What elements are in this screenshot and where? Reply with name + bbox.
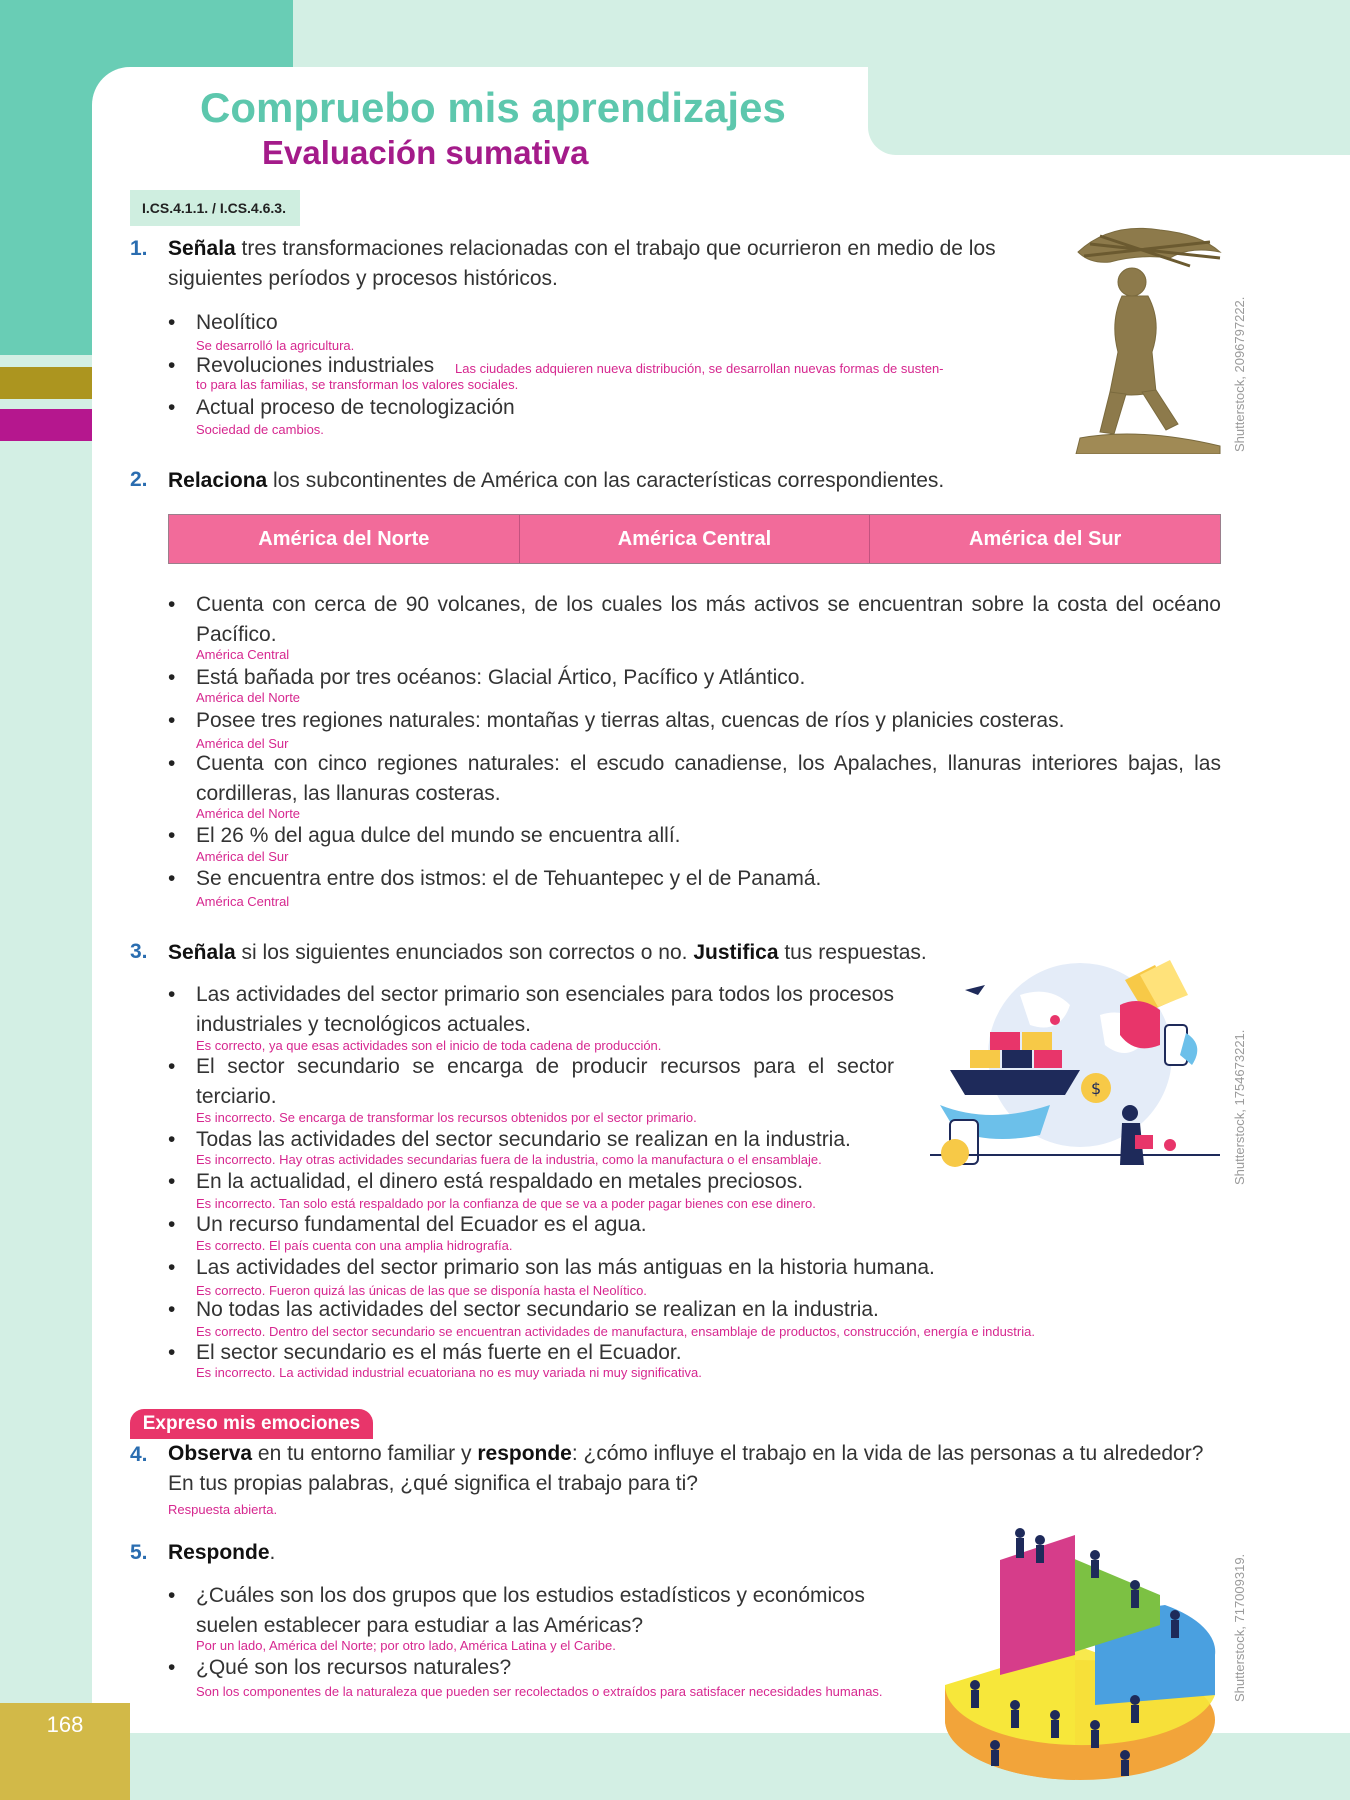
- q3-answer-6: Es correcto. Fueron quizá las únicas de las que se disponía hasta el Neolítico.: [196, 1283, 647, 1298]
- page-subtitle: Evaluación sumativa: [262, 134, 589, 171]
- q1-answer-revoluciones-line1: Las ciudades adquieren nueva distribución, se desarrollan nuevas formas de susten-: [455, 361, 944, 376]
- q3-answer-5: Es correcto. El país cuenta con una amplia hidrografía.: [196, 1238, 513, 1253]
- question-1-prompt: [168, 234, 1048, 294]
- question-4-verb: Observa: [168, 1442, 253, 1465]
- page-number: 168: [46, 1712, 84, 1737]
- q2-answer-2: América del Norte: [196, 690, 301, 705]
- q2-answer-6: América Central: [196, 894, 290, 909]
- question-4-text-a: en tu entorno familiar y: [252, 1442, 478, 1465]
- q5-item-1: • ¿Cuáles son los dos grupos que los estudios estadísticos y económicos suelen establecer para estudiar a las Américas?: [196, 1581, 896, 1641]
- q2-item-2: • Está bañada por tres océanos: Glacial Ártico, Pacífico y Atlántico.: [196, 663, 805, 693]
- question-3-verb: Señala: [168, 941, 236, 964]
- question-3-verb-2: Justifica: [693, 941, 779, 964]
- q2-item-1: • Cuenta con cerca de 90 volcanes, de los cuales los más activos se encuentran sobre la costa del océano Pacífico.: [196, 590, 1221, 650]
- svg-text:$: $: [1091, 1079, 1102, 1098]
- q2-answer-4: América del Norte: [196, 806, 301, 821]
- q3-answer-3: Es incorrecto. Hay otras actividades secundarias fuera de la industria, como la manufactura o el ensamblaje.: [196, 1152, 822, 1167]
- q4-answer: Respuesta abierta.: [168, 1502, 278, 1517]
- q1-answer-neolitico: Se desarrolló la agricultura.: [196, 338, 355, 353]
- question-5-verb: Responde: [168, 1541, 270, 1564]
- question-1-number: 1.: [130, 237, 148, 260]
- q3-answer-7: Es correcto. Dentro del sector secundario se encuentran actividades de manufactura, ensamblaje de productos, construcción, energía e industria.: [196, 1324, 1035, 1339]
- question-1-text: tres transformaciones relacionadas con el trabajo que ocurrieron en medio de los siguientes períodos y procesos históricos.: [168, 237, 996, 290]
- subcontinent-table: [168, 514, 1221, 564]
- image-credit-1: Shutterstock, 2096797222.: [1232, 296, 1247, 452]
- q3-item-1: • Las actividades del sector primario son esenciales para todos los procesos industriales y tecnológicos actuales.: [196, 980, 894, 1040]
- q2-item-4: • Cuenta con cinco regiones naturales: el escudo canadiense, los Apalaches, llanuras interiores bajas, las cordilleras, las llanuras costeras.: [196, 749, 1221, 809]
- question-3-prompt: [168, 938, 968, 968]
- q2-answer-5: América del Sur: [196, 849, 289, 864]
- question-2-verb: Relaciona: [168, 469, 268, 492]
- woman-carrying-wood-illustration: [1070, 222, 1225, 454]
- q3-answer-4: Es incorrecto. Tan solo está respaldado por la confianza de que se va a poder pagar bienes con ese dinero.: [196, 1196, 816, 1211]
- image-credit-2: Shutterstock, 1754673221.: [1232, 1029, 1247, 1185]
- question-4-number: 4.: [130, 1443, 148, 1466]
- table-header-norte: América del Norte: [169, 515, 520, 563]
- q1-item-revoluciones: • Revoluciones industriales: [196, 351, 434, 381]
- question-1-verb: Señala: [168, 237, 236, 260]
- question-4-prompt: [168, 1439, 1228, 1499]
- q3-item-6: • Las actividades del sector primario son las más antiguas en la historia humana.: [196, 1253, 935, 1283]
- q2-answer-1: América Central: [196, 647, 290, 662]
- q1-answer-revoluciones-line2: to para las familias, se transforman los valores sociales.: [196, 377, 519, 392]
- question-3-text-b: tus respuestas.: [778, 941, 927, 964]
- magenta-accent-bar: [0, 409, 92, 441]
- question-2-prompt: [168, 466, 1218, 496]
- question-3-number: 3.: [130, 940, 148, 963]
- people-pie-chart-illustration: [935, 1505, 1225, 1795]
- question-5-prompt: [168, 1538, 275, 1568]
- question-2-text: los subcontinentes de América con las características correspondientes.: [267, 469, 945, 492]
- question-2-number: 2.: [130, 468, 148, 491]
- q3-item-8: • El sector secundario es el más fuerte en el Ecuador.: [196, 1338, 682, 1368]
- q5-item-2: • ¿Qué son los recursos naturales?: [196, 1653, 511, 1683]
- indicator-badge: I.CS.4.1.1. / I.CS.4.6.3.: [130, 190, 300, 226]
- q2-answer-3: América del Sur: [196, 736, 289, 751]
- question-4-verb-2: responde: [477, 1442, 572, 1465]
- q3-answer-2: Es incorrecto. Se encarga de transformar los recursos obtenidos por el sector primario.: [196, 1110, 697, 1125]
- q2-item-5: • El 26 % del agua dulce del mundo se encuentra allí.: [196, 821, 681, 851]
- emotions-tab: Expreso mis emociones: [130, 1409, 373, 1439]
- q3-item-5: • Un recurso fundamental del Ecuador es el agua.: [196, 1210, 647, 1240]
- q3-item-2: • El sector secundario se encarga de producir recursos para el sector terciario.: [196, 1052, 894, 1112]
- question-4-text-b: : ¿cómo influye el trabajo en la vida de las personas a tu alrededor? En tus propias palabras, ¿qué significa el trabajo para ti?: [168, 1442, 1204, 1495]
- q1-item-neolitico: • Neolítico: [196, 308, 278, 338]
- q2-item-3: • Posee tres regiones naturales: montañas y tierras altas, cuencas de ríos y planicies costeras.: [196, 706, 1064, 736]
- question-5-number: 5.: [130, 1541, 148, 1564]
- global-trade-illustration: [930, 955, 1220, 1185]
- q1-item-tecnologizacion: • Actual proceso de tecnologización: [196, 393, 515, 423]
- q5-answer-1: Por un lado, América del Norte; por otro lado, América Latina y el Caribe.: [196, 1638, 616, 1653]
- q5-answer-2: Son los componentes de la naturaleza que pueden ser recolectados o extraídos para satisfacer necesidades humanas.: [196, 1684, 883, 1699]
- q1-answer-tecnologizacion: Sociedad de cambios.: [196, 422, 324, 437]
- q3-item-7: • No todas las actividades del sector secundario se realizan en la industria.: [196, 1295, 879, 1325]
- q3-answer-8: Es incorrecto. La actividad industrial ecuatoriana no es muy variada ni muy significativa.: [196, 1365, 702, 1380]
- olive-accent-bar: [0, 367, 92, 399]
- q3-item-4: • En la actualidad, el dinero está respaldado en metales preciosos.: [196, 1167, 803, 1197]
- page-title: Compruebo mis aprendizajes: [200, 84, 786, 131]
- q3-answer-1: Es correcto, ya que esas actividades son el inicio de toda cadena de producción.: [196, 1038, 662, 1053]
- q2-item-6: • Se encuentra entre dos istmos: el de Tehuantepec y el de Panamá.: [196, 864, 821, 894]
- question-3-text-a: si los siguientes enunciados son correctos o no.: [235, 941, 694, 964]
- table-header-central: América Central: [520, 515, 871, 563]
- q3-item-3: • Todas las actividades del sector secundario se realizan en la industria.: [196, 1125, 851, 1155]
- image-credit-3: Shutterstock, 717009319.: [1232, 1553, 1247, 1702]
- card-tab-cutout: [868, 67, 1350, 155]
- question-5-text: .: [269, 1541, 276, 1564]
- table-header-sur: América del Sur: [969, 527, 1122, 550]
